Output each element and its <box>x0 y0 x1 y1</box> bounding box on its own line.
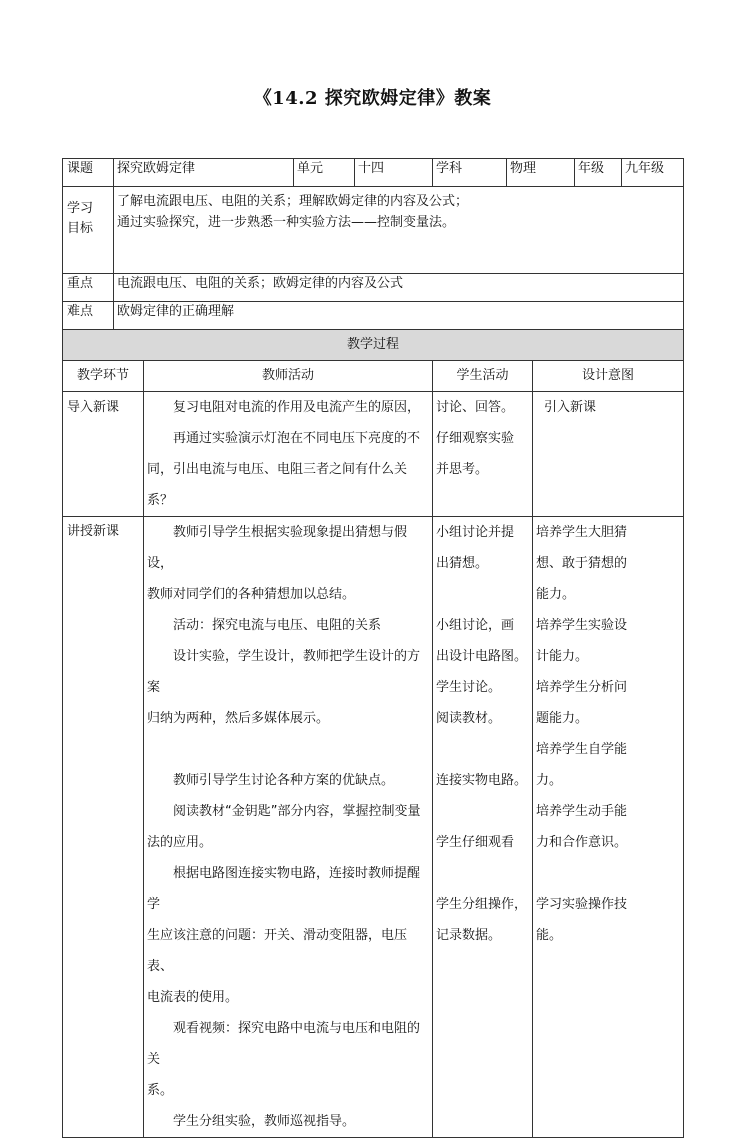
intro-student <box>433 392 533 517</box>
intro-teacher <box>144 392 433 517</box>
lecture-student <box>433 517 533 1138</box>
student-line <box>436 734 529 765</box>
teacher-line: 学生分组实验，教师巡视指导。 <box>173 1114 356 1129</box>
intro-stage <box>63 392 144 517</box>
teacher-line <box>147 734 429 765</box>
course-value: 探究欧姆定律 <box>114 159 294 187</box>
student-line <box>436 579 529 610</box>
student-line <box>436 951 529 982</box>
intent-line: 培养学生实验设 <box>536 618 628 633</box>
teacher-line: 教师对同学们的各种猜想加以总结。 <box>147 587 356 602</box>
objective-line: 通过实验探究，进一步熟悉一种实验方法——控制变量法。 <box>117 215 456 230</box>
info-row <box>63 159 684 187</box>
teacher-line: 法的应用。 <box>147 835 213 850</box>
key-point-value: 电流跟电压、电阻的关系；欧姆定律的内容及公式 <box>114 274 684 302</box>
intent-line: 能力。 <box>536 587 576 602</box>
intro-intent <box>533 392 684 517</box>
difficulty-value: 欧姆定律的正确理解 <box>114 302 684 330</box>
difficulty-label: 难点 <box>63 302 114 330</box>
column-student: 学生活动 <box>433 361 533 392</box>
intent-line <box>536 858 680 889</box>
key-point-label: 重点 <box>63 274 114 302</box>
student-line: 学生讨论。 <box>436 680 502 695</box>
student-line: 阅读教材。 <box>436 711 502 726</box>
student-line: 小组讨论，画 <box>436 618 515 633</box>
grade-label: 年级 <box>575 159 622 187</box>
teacher-line: 教师引导学生讨论各种方案的优缺点。 <box>173 773 395 788</box>
teacher-line: 观看视频：探究电路中电流与电压和电阻的关 <box>147 1021 421 1067</box>
student-line: 连接实物电路。 <box>436 773 528 788</box>
teacher-line: 生应该注意的问题：开关、滑动变阻器，电压表、 <box>147 928 408 974</box>
teacher-line: 归纳为两种，然后多媒体展示。 <box>147 711 330 726</box>
teacher-line: 活动：探究电流与电压、电阻的关系 <box>173 618 382 633</box>
lecture-row <box>63 517 684 1138</box>
lesson-plan-table <box>62 158 684 1138</box>
intent-line: 学习实验操作技 <box>536 897 628 912</box>
teacher-line: 阅读教材“金钥匙”部分内容，掌握控制变量 <box>173 804 421 819</box>
subject-label: 学科 <box>433 159 507 187</box>
student-line: 讨论、回答。 <box>436 400 515 415</box>
intent-line: 培养学生自学能 <box>536 742 628 757</box>
objective-line: 了解电流跟电压、电阻的关系；理解欧姆定律的内容及公式； <box>117 194 469 209</box>
objectives-row <box>63 187 684 274</box>
student-line: 仔细观察实验 <box>436 431 515 446</box>
student-line: 学生分组操作， <box>436 897 528 912</box>
student-line: 记录数据。 <box>436 928 502 943</box>
teacher-line: 同，引出电流与电压、电阻三者之间有什么关系？ <box>147 462 408 508</box>
lecture-intent <box>533 517 684 1138</box>
lecture-stage <box>63 517 144 1138</box>
teacher-line: 根据电路图连接实物电路，连接时教师提醒学 <box>147 866 421 912</box>
intent-line: 引入新课 <box>544 400 597 415</box>
student-line: 学生仔细观看 <box>436 835 515 850</box>
unit-value: 十四 <box>355 159 433 187</box>
process-header: 教学过程 <box>63 330 684 361</box>
intent-line: 计能力。 <box>536 649 589 664</box>
intent-line: 想、敢于猜想的 <box>536 556 628 571</box>
objectives-label-line: 目标 <box>67 221 94 236</box>
process-header-row <box>63 330 684 361</box>
teacher-line: 设计实验，学生设计，教师把学生设计的方案 <box>147 649 421 695</box>
column-intent: 设计意图 <box>533 361 684 392</box>
intent-line: 培养学生动手能 <box>536 804 628 819</box>
student-line: 并思考。 <box>436 462 489 477</box>
intent-line: 培养学生分析问 <box>536 680 628 695</box>
lecture-teacher <box>144 517 433 1138</box>
teacher-line: 电流表的使用。 <box>147 990 239 1005</box>
column-stage: 教学环节 <box>63 361 144 392</box>
grade-value: 九年级 <box>622 159 684 187</box>
intent-line: 能。 <box>536 928 563 943</box>
course-label: 课题 <box>63 159 114 187</box>
objectives-content <box>114 187 684 274</box>
teacher-line: 系。 <box>147 1083 174 1098</box>
objectives-label-line: 学习 <box>67 201 94 216</box>
student-line <box>436 796 529 827</box>
intro-row <box>63 392 684 517</box>
difficulty-row <box>63 302 684 330</box>
unit-label: 单元 <box>294 159 355 187</box>
intent-line: 题能力。 <box>536 711 589 726</box>
intent-line: 力。 <box>536 773 563 788</box>
stage-text: 导入新课 <box>67 400 120 415</box>
page-title: 《14.2 探究欧姆定律》教案 <box>253 88 492 109</box>
student-line: 出设计电路图。 <box>436 649 528 664</box>
student-line: 小组讨论并提 <box>436 525 515 540</box>
process-columns-row <box>63 361 684 392</box>
key-point-row <box>63 274 684 302</box>
objectives-label <box>63 187 114 274</box>
intent-line: 力和合作意识。 <box>536 835 628 850</box>
teacher-line: 教师引导学生根据实验现象提出猜想与假设， <box>147 525 408 571</box>
student-line <box>436 858 529 889</box>
teacher-line: 复习电阻对电流的作用及电流产生的原因， <box>173 400 421 415</box>
student-line: 出猜想。 <box>436 556 489 571</box>
subject-value: 物理 <box>507 159 575 187</box>
stage-text: 讲授新课 <box>67 524 120 539</box>
teacher-line: 再通过实验演示灯泡在不同电压下亮度的不 <box>173 431 421 446</box>
column-teacher: 教师活动 <box>144 361 433 392</box>
intent-line: 培养学生大胆猜 <box>536 525 628 540</box>
intent-line <box>536 951 680 982</box>
